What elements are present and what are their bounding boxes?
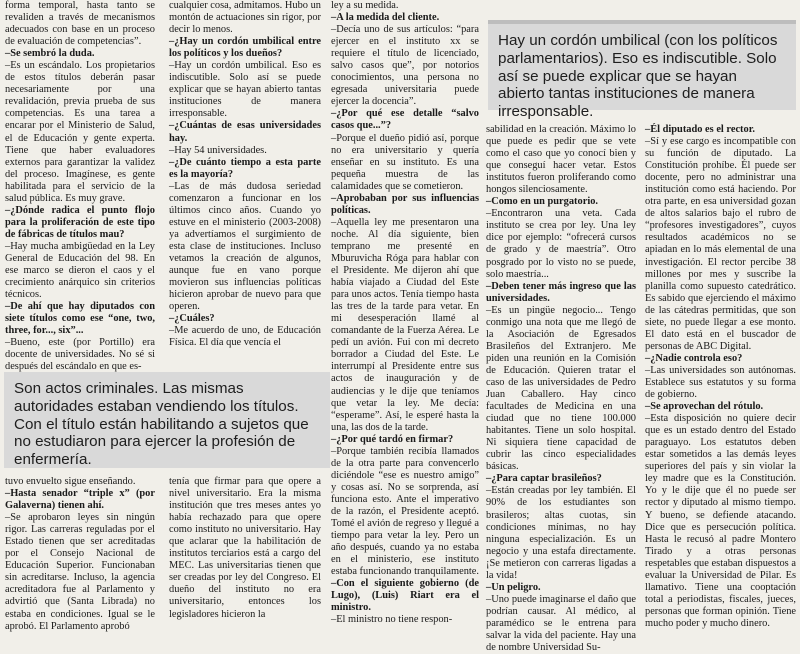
interview-answer: –El ministro no tiene respon-: [331, 614, 453, 626]
interview-question: –¿Dónde radica el punto flojo para la proliferación de este tipo de fábricas de títulos mau?: [5, 204, 155, 240]
interview-answer: –Están creadas por ley también. El 90% de los estudiantes son brasileros; altas cuotas, sin condiciones mínimas, no hay ninguna especialización. Es un negocio y una estafa directamente. ¡Se metieron con carreras ligadas a la vida!: [486, 485, 636, 581]
column-1-top: [5, 0, 155, 373]
interview-answer: –Encontraron una veta. Cada instituto se crea por ley. Una ley dice por ejemplo: “ofrecerá cursos de grado y de maestría”. Otro posgrado por lo visto no se puede, solo maestría...: [486, 208, 636, 280]
interview-answer: –Me acuerdo de uno, de Educación Física. El día que vencía el: [169, 325, 321, 349]
pull-quote-text: Son actos criminales. Las mismas autoridades estaban vendiendo los títulos. Con el título están habilitando a sujetos que no estudiaron para ejercer la profesión de enfermería.: [14, 380, 309, 469]
interview-question: –Un peligro.: [486, 581, 541, 593]
interview-question: –De ahí que hay diputados con siete títulos como ese “one, two, three, for..., six”...: [5, 301, 155, 337]
interview-question: –¿Nadie controla eso?: [645, 352, 743, 364]
column-4: [486, 124, 636, 654]
column-5: [645, 124, 796, 636]
pull-quote-text: Hay un cordón umbilical (con los políticos parlamentarios). Eso es indiscutible. Solo así se puede explicar que se hayan abierto tantas instituciones de manera irresponsable.: [498, 32, 778, 121]
interview-answer: –Es un pingüe negocio... Tengo conmigo una nota que me llegó de la Asociación de Egresados Brasileños del Extranjero. Me piden una reunión en la Comisión de Educación. Quieren tratar el caso de las universidades de Pedro Juan Caballero. Hay cinco facultades de Medicina en una ciudad que no tiene 100.000 habitantes. Tiene un solo hospital. Ni siquiera tiene capacidad de cubrir las cinco especialidades básicas.: [486, 304, 636, 473]
column-1-bottom: [5, 476, 155, 636]
interview-answer: –Aquella ley me presentaron una noche. Al día siguiente, bien temprano me presenté en Mburuvicha Róga para hablar con el Presidente. Me dijeron ahí que había viajado a Ciudad del Este para unos actos. Tenía tiempo hasta las tres de la tarde para vetar. En mi desesperación llamé al comandante de la Fuerza Aérea. Le pedí un avión. Fui con mi decreto borrador a Ciudad del Este. Le interrumpí al Presidente entre sus actos de inauguración y de audiencias y le dije que teníamos que vetar la ley. Me decía: “esperame”. Así, le esperé hasta la una, las dos de la tarde.: [331, 216, 479, 433]
interview-answer: sabilidad en la creación. Máximo lo que puede es pedir que se vete como el caso que yo conocí bien y que conseguí hacer vetar. Estos institutos fueron proliferando como hongos silenciosamente.: [486, 124, 636, 196]
interview-question: –Con el siguiente gobierno (de Lugo), (Luis) Riart era el ministro.: [331, 578, 479, 614]
interview-question: –Se aprovechan del rótulo.: [645, 401, 764, 413]
interview-question: –Deben tener más ingreso que las universidades.: [486, 280, 636, 304]
interview-answer: –Hay mucha ambigüedad en la Ley General de Educación del 98. En ese marco se dieron el caos y el crecimiento anárquico sin criterios técnicos.: [5, 240, 155, 301]
interview-question: –¿De cuánto tiempo a esta parte es la mayoría?: [169, 156, 321, 180]
interview-question: –¿Para captar brasileños?: [486, 473, 602, 485]
interview-answer: –Porque también recibía llamados de la otra parte para convencerlo diciéndole “ese es nuestro amigo” y cosas así. No se sorprenda, así funciona esto. Ante el imperativo de la razón, el Presidente aceptó. Tomé el avión de regreso y llegué a tiempo para vetar la ley. Pero un año después, cuando ya no estaba en el ministerio, ese instituto estaba funcionando tranquilamente.: [331, 445, 480, 578]
interview-question: –¿Hay un cordón umbilical entre los políticos y los dueños?: [169, 36, 321, 60]
interview-question: –¿Cuáles?: [169, 313, 215, 325]
pull-quote-umbilical-cord: [488, 20, 796, 121]
interview-answer: tuvo envuelto sigue enseñando.: [5, 476, 136, 487]
interview-answer: –Las universidades son autónomas. Establece sus estatutos y su forma de gobierno.: [645, 364, 796, 401]
pull-quote-criminal-acts: [4, 372, 330, 468]
interview-answer: –Porque el dueño pidió así, porque no era universitario y quería enseñar en su instituto. Es una pequeña muestra de las calamidades que se cometieron.: [331, 132, 479, 192]
column-2-top: [169, 0, 321, 368]
interview-answer: –Esta disposición no quiere decir que es un estado dentro del Estado paraguayo. Los estatutos deben estar sometidos a las demás leyes superiores del país y sin violar la ley madre que es la Constitución. Yo y le dije que él no puede ser rector y diputado al mismo tiempo. Y bueno, se defiende atacando. Dice que es persecución política. Hasta le recusó al padre Montero Tirado y a otras personas respetables que estaban dispuestos a evaluar la Universidad de Pilar. Es llamativo. Tiene una cooptación total a periodistas, fiscales, jueces, personas que forman opinión. Tiene mucho poder y mucho dinero.: [645, 413, 796, 629]
interview-answer: –Uno puede imaginarse el daño que podrían causar. Al médico, al paramédico se le entrena para salvar la vida del paciente. Hay una de nombre Universidad Su-: [486, 593, 636, 654]
column-2-bottom: [169, 476, 321, 636]
interview-answer: –Bueno, este (por Portillo) era docente de universidades. No sé si después del escándalo en que es-: [5, 337, 155, 373]
interview-question: –Hasta senador “triple x” (por Galaverna) tienen ahí.: [5, 488, 155, 512]
column-3: [331, 0, 479, 636]
interview-answer: –Se aprobaron leyes sin ningún rigor. Las carreras reguladas por el Estado tienen que ser acreditadas por el Consejo Nacional de Educación Superior. Funcionaban sin acreditarse. Incluso, la agencia acreditadora fue al Parlamento y advirtió que (Santa Librada) no estaba en condiciones. Igual se le aprobó. El Parlamento aprobó: [5, 512, 155, 632]
interview-question: –Aprobaban por sus influencias políticas.: [331, 192, 479, 216]
interview-answer: cualquier cosa, admitamos. Hubo un montón de actuaciones sin rigor, por decir lo menos.: [169, 0, 321, 36]
interview-question: –Él diputado es el rector.: [645, 124, 755, 135]
interview-answer: tenía que firmar para que opere a nivel universitario. Era la misma institución que tres meses antes yo había rechazado para que opere como instituto no universitario. Hay que aclarar que la habilitación de institutos terciarios está a cargo del MEC. Las universitarias tienen que ser creadas por ley del Congreso. El dueño del instituto no era universitario, entonces los legisladores hicieron la: [169, 476, 321, 620]
interview-answer: –Es un escándalo. Los propietarios de estos títulos deberán pasar necesariamente por una revalidación, previa prueba de sus competencias. Es una tarea a encarar por el Ministerio de Salud, el de Educación y gente experta. Tiene que haber evaluadores externos para garantizar la validez del proceso. Imagínese, es gente habilitada para el servicio de la salud pública. Es muy grave.: [5, 60, 155, 204]
interview-answer: –Sí y ese cargo es incompatible con su función de diputado. La Constitución prohíbe. Él puede ser docente, pero no administrar una institución como está haciendo. Por otra parte, en esa universidad gozan de altos salarios bajo el rubro de “profesores investigadores”, cuyos resultados académicos no se apiadan en lo más elemental de una investigación. El rector percibe 38 millones por mes y suscribe la planilla como supuesto catedrático. Es sabido que ejerciendo el máximo de las cátedras permitidas, que son siete, no puede llegar a ese monto. El dato está en el buscador de personas de ABC Digital.: [645, 136, 796, 352]
interview-answer: –Hay 54 universidades.: [169, 144, 267, 156]
interview-answer: –Las de más dudosa seriedad comenzaron a funcionar en los últimos cinco años. Cuando yo estuve en el ministerio (2003-2008) ya advertíamos el surgimiento de esta clase de instituciones. Incluso vetamos la creación de algunos, aunque fue en vano porque movieron sus influencias políticas hicieron aprobar de nuevo para que operen.: [169, 180, 321, 313]
interview-answer: –Hay un cordón umbilical. Eso es indiscutible. Solo así se puede explicar que se hayan abierto tantas instituciones de manera irresponsable.: [169, 60, 321, 120]
interview-question: –Como en un purgatorio.: [486, 196, 598, 208]
interview-question: –¿Por qué tardó en firmar?: [331, 433, 454, 445]
interview-question: –A la medida del cliente.: [331, 12, 440, 24]
interview-question: –¿Cuántas de esas universidades hay.: [169, 120, 321, 144]
interview-question: –¿Por qué ese detalle “salvo casos que...”?: [331, 108, 479, 132]
interview-question: –Se sembró la duda.: [5, 48, 95, 60]
interview-answer: forma temporal, hasta tanto se revaliden a través de mecanismos adecuados con base en un proceso de evaluación de competencias”.: [5, 0, 155, 48]
interview-answer: –Decía uno de sus artículos: “para ejercer en el instituto xx se requiere el título de licenciado, salvo casos que”, por notorios conocimientos, una persona no egresada universitaria puede ejercer la docencia”.: [331, 24, 479, 108]
interview-answer: ley a su medida.: [331, 0, 399, 11]
